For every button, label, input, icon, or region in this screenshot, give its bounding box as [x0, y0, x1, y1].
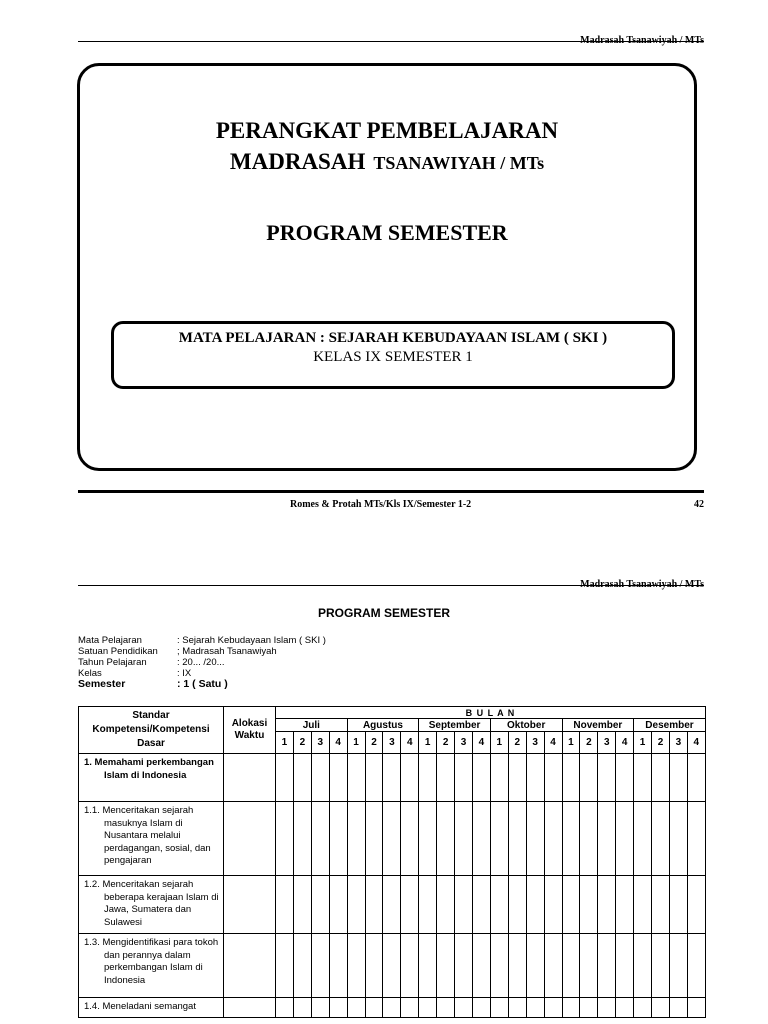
week-cell [616, 802, 634, 876]
week-cell [365, 876, 383, 934]
week-cell [455, 934, 473, 998]
week-number: 2 [365, 732, 383, 754]
week-cell [401, 934, 419, 998]
week-cell [490, 998, 508, 1018]
week-cell [544, 934, 562, 998]
week-cell [383, 754, 401, 802]
info-label: Mata Pelajaran [78, 635, 142, 646]
table-row [79, 998, 706, 1018]
week-cell [580, 876, 598, 934]
program-table [78, 706, 706, 1018]
week-cell [383, 802, 401, 876]
alokasi-cell [224, 934, 276, 998]
info-value: : 1 ( Satu ) [177, 678, 228, 690]
week-number: 4 [329, 732, 347, 754]
week-cell [293, 934, 311, 998]
month-juli: Juli [276, 719, 348, 732]
week-cell [544, 802, 562, 876]
week-cell [347, 876, 365, 934]
week-cell [455, 876, 473, 934]
table-row [79, 876, 706, 934]
month-november: November [562, 719, 634, 732]
week-cell [419, 802, 437, 876]
week-cell [508, 998, 526, 1018]
week-number: 1 [276, 732, 294, 754]
week-number: 1 [490, 732, 508, 754]
week-cell [652, 754, 670, 802]
week-cell [276, 934, 294, 998]
week-cell [365, 934, 383, 998]
header-bulan: B U L A N [276, 707, 706, 719]
week-cell [562, 754, 580, 802]
week-cell [634, 934, 652, 998]
week-number: 3 [455, 732, 473, 754]
week-cell [383, 876, 401, 934]
competency-text: 1.4. Meneladani semangat [84, 1001, 196, 1012]
competency-text: 1.2. Menceritakan sejarah beberapa kerajaan Islam di Jawa, Sumatera dan Sulawesi [84, 879, 219, 928]
month-desember: Desember [634, 719, 706, 732]
week-cell [580, 754, 598, 802]
week-cell [669, 802, 687, 876]
week-cell [598, 754, 616, 802]
week-cell [293, 802, 311, 876]
week-cell [311, 754, 329, 802]
week-cell [293, 998, 311, 1018]
week-cell [437, 876, 455, 934]
week-cell [526, 754, 544, 802]
month-oktober: Oktober [490, 719, 562, 732]
week-cell [508, 802, 526, 876]
week-cell [472, 802, 490, 876]
week-cell [472, 876, 490, 934]
week-cell [580, 998, 598, 1018]
week-cell [365, 998, 383, 1018]
week-cell [490, 802, 508, 876]
info-label: Semester [78, 678, 126, 690]
week-cell [365, 754, 383, 802]
week-cell [544, 876, 562, 934]
competency-text: 1.3. Mengidentifikasi para tokoh dan perannya dalam perkembangan Islam di Indonesia [84, 937, 219, 986]
week-number: 2 [580, 732, 598, 754]
cover-title-line1: PERANGKAT PEMBELAJARAN [215, 118, 559, 143]
competency-cell [79, 876, 224, 934]
week-cell [437, 754, 455, 802]
week-number: 1 [562, 732, 580, 754]
week-cell [401, 754, 419, 802]
week-cell [544, 998, 562, 1018]
week-cell [383, 934, 401, 998]
week-cell [634, 876, 652, 934]
week-cell [508, 754, 526, 802]
week-cell [580, 802, 598, 876]
week-cell [490, 876, 508, 934]
competency-text: 1. Memahami perkembangan Islam di Indonesia [84, 757, 214, 781]
week-number: 3 [383, 732, 401, 754]
week-cell [616, 934, 634, 998]
week-cell [508, 934, 526, 998]
week-number: 4 [472, 732, 490, 754]
cover-title-madrasah: MADRASAH [229, 149, 366, 174]
alokasi-cell [224, 998, 276, 1018]
competency-text: 1.1. Menceritakan sejarah masuknya Islam di Nusantara melalui perdagangan, sosial, dan pengajaran [84, 805, 211, 866]
week-cell [687, 876, 705, 934]
week-cell [652, 934, 670, 998]
week-cell [562, 998, 580, 1018]
header-sk: Standar Kompetensi/Kompetensi Dasar [79, 707, 224, 754]
page2-header: Madrasah Tsanawiyah / MTs [580, 579, 704, 590]
info-row [78, 646, 326, 657]
week-cell [652, 802, 670, 876]
cover-frame [77, 63, 697, 471]
info-row [78, 679, 326, 690]
week-cell [687, 754, 705, 802]
week-number: 4 [687, 732, 705, 754]
week-number: 3 [669, 732, 687, 754]
week-cell [687, 998, 705, 1018]
week-number: 2 [652, 732, 670, 754]
week-cell [634, 998, 652, 1018]
week-cell [687, 802, 705, 876]
week-number: 1 [419, 732, 437, 754]
info-row [78, 635, 326, 646]
week-cell [598, 802, 616, 876]
page-number: 42 [694, 499, 704, 510]
week-number: 4 [401, 732, 419, 754]
subject-box [111, 321, 675, 389]
week-cell [347, 802, 365, 876]
week-number: 1 [347, 732, 365, 754]
competency-cell [79, 998, 224, 1018]
week-cell [508, 876, 526, 934]
info-value: ; Madrasah Tsanawiyah [177, 646, 277, 657]
week-cell [634, 754, 652, 802]
week-cell [669, 754, 687, 802]
week-cell [365, 802, 383, 876]
week-cell [311, 998, 329, 1018]
week-number: 3 [311, 732, 329, 754]
week-cell [616, 998, 634, 1018]
week-cell [311, 934, 329, 998]
week-cell [526, 998, 544, 1018]
week-cell [437, 998, 455, 1018]
week-cell [652, 998, 670, 1018]
week-number: 3 [526, 732, 544, 754]
week-number: 1 [634, 732, 652, 754]
week-cell [455, 802, 473, 876]
footer-text: Romes & Protah MTs/Kls IX/Semester 1-2 [290, 499, 472, 510]
subject-line: MATA PELAJARAN : SEJARAH KEBUDAYAAN ISLAM ( SKI ) [178, 330, 608, 346]
week-cell [455, 754, 473, 802]
cover-title-tsanawiyah: TSANAWIYAH / MTs [373, 153, 545, 173]
week-cell [419, 754, 437, 802]
week-cell [329, 934, 347, 998]
week-cell [472, 934, 490, 998]
page1-header: Madrasah Tsanawiyah / MTs [580, 35, 704, 46]
month-september: September [419, 719, 491, 732]
week-cell [329, 876, 347, 934]
week-cell [347, 754, 365, 802]
month-agustus: Agustus [347, 719, 419, 732]
week-cell [437, 934, 455, 998]
week-cell [669, 934, 687, 998]
week-cell [401, 802, 419, 876]
week-cell [293, 754, 311, 802]
week-cell [616, 754, 634, 802]
info-value: : 20... /20... [177, 657, 225, 668]
alokasi-cell [224, 876, 276, 934]
week-cell [293, 876, 311, 934]
week-cell [311, 802, 329, 876]
info-row [78, 657, 326, 668]
info-label: Satuan Pendidikan [78, 646, 158, 657]
week-cell [687, 934, 705, 998]
week-cell [544, 754, 562, 802]
week-cell [347, 934, 365, 998]
week-cell [526, 876, 544, 934]
week-cell [634, 802, 652, 876]
week-cell [329, 998, 347, 1018]
week-cell [490, 934, 508, 998]
week-cell [276, 998, 294, 1018]
competency-cell [79, 802, 224, 876]
week-cell [329, 802, 347, 876]
week-cell [419, 876, 437, 934]
alokasi-cell [224, 754, 276, 802]
week-cell [311, 876, 329, 934]
week-cell [276, 754, 294, 802]
week-number: 4 [616, 732, 634, 754]
week-number: 3 [598, 732, 616, 754]
week-cell [562, 876, 580, 934]
week-cell [562, 802, 580, 876]
week-cell [652, 876, 670, 934]
week-cell [580, 934, 598, 998]
week-cell [401, 876, 419, 934]
week-cell [472, 754, 490, 802]
week-cell [669, 998, 687, 1018]
week-cell [276, 802, 294, 876]
week-number: 2 [508, 732, 526, 754]
program-semester-title: PROGRAM SEMESTER [317, 606, 450, 620]
week-cell [526, 802, 544, 876]
week-cell [401, 998, 419, 1018]
week-number: 2 [293, 732, 311, 754]
week-cell [419, 934, 437, 998]
week-cell [669, 876, 687, 934]
header-alokasi: Alokasi Waktu [224, 707, 276, 754]
week-cell [562, 934, 580, 998]
class-line: KELAS IX SEMESTER 1 [313, 349, 473, 365]
info-label: Tahun Pelajaran [78, 657, 147, 668]
competency-cell [79, 934, 224, 998]
week-cell [383, 998, 401, 1018]
table-row [79, 802, 706, 876]
table-row [79, 754, 706, 802]
week-cell [598, 934, 616, 998]
competency-cell [79, 754, 224, 802]
footer-rule [78, 490, 704, 493]
info-value: : IX [177, 668, 192, 679]
cover-title-line2 [80, 149, 694, 175]
info-value: : Sejarah Kebudayaan Islam ( SKI ) [177, 635, 326, 646]
cover-title-program: PROGRAM SEMESTER [266, 220, 508, 245]
week-cell [526, 934, 544, 998]
week-cell [598, 876, 616, 934]
week-cell [598, 998, 616, 1018]
week-cell [490, 754, 508, 802]
table-row [79, 934, 706, 998]
week-cell [419, 998, 437, 1018]
week-cell [616, 876, 634, 934]
week-cell [347, 998, 365, 1018]
week-cell [455, 998, 473, 1018]
info-block [78, 635, 326, 690]
week-cell [329, 754, 347, 802]
week-cell [437, 802, 455, 876]
info-label: Kelas [78, 668, 102, 679]
week-cell [472, 998, 490, 1018]
alokasi-cell [224, 802, 276, 876]
week-number: 2 [437, 732, 455, 754]
week-number: 4 [544, 732, 562, 754]
week-cell [276, 876, 294, 934]
